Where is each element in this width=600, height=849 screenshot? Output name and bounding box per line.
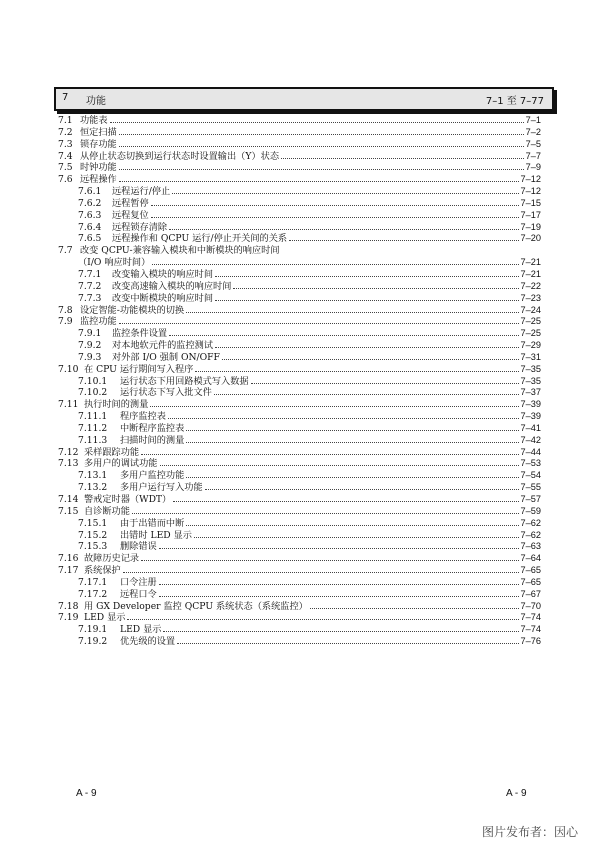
toc-entry-number: 7.15.1	[78, 517, 108, 529]
toc-entry-page: 7–62	[520, 529, 541, 540]
toc-entry-page: 7–39	[520, 399, 541, 410]
toc-entry-label: 远程操作	[80, 174, 117, 186]
toc-entry-label: 远程操作和 QCPU 运行/停止开关间的关系	[112, 233, 288, 245]
toc-entry-label: 多用户运行写入功能	[120, 482, 203, 494]
toc-entry-page: 7–65	[520, 565, 541, 576]
toc-entry-number: 7.2	[58, 126, 73, 138]
toc-entry[interactable]	[58, 198, 541, 210]
toc-entry-label: 改变中断模块的响应时间	[112, 292, 214, 304]
toc-entry-label: 功能表	[80, 115, 108, 126]
toc-entry-number: 7.7.2	[78, 280, 102, 292]
toc-entry-number: 7.9.2	[78, 340, 102, 352]
toc-entry-page: 7–12	[520, 186, 541, 197]
toc-entry-label: 系统保护	[84, 565, 121, 577]
toc-leader-dots	[205, 489, 519, 490]
toc-entry-number: 7.11.2	[78, 422, 108, 434]
toc-entry-number: 7.13	[58, 458, 79, 470]
toc-entry-page: 7–31	[520, 351, 541, 362]
toc-entry-label: 优先级的设置	[120, 636, 176, 648]
toc-leader-dots	[195, 371, 518, 372]
toc-entry-number: 7.19.1	[78, 624, 108, 636]
toc-entry-label: 远程复位	[112, 209, 149, 221]
toc-entry-label: 程序监控表	[120, 411, 166, 423]
toc-entry-number: 7.10.1	[78, 375, 108, 387]
toc-entry-label: 监控功能	[80, 316, 117, 328]
toc-entry[interactable]	[58, 399, 541, 411]
toc-entry[interactable]	[58, 233, 541, 245]
toc-entry-number: 7.15.3	[78, 541, 108, 553]
toc-entry-label: 改变高速输入模块的响应时间	[112, 280, 232, 292]
toc-entry-page: 7–53	[520, 458, 541, 469]
toc-entry-number: 7.4	[58, 150, 73, 162]
toc-entry[interactable]	[58, 151, 541, 163]
toc-leader-dots	[173, 501, 518, 502]
toc-entry[interactable]	[58, 447, 541, 459]
toc-leader-dots	[281, 158, 524, 159]
toc-leader-dots	[251, 383, 519, 384]
toc-entry-label: 对本地软元件的监控测试	[112, 340, 214, 352]
toc-entry-number: 7.5	[58, 162, 73, 174]
toc-entry-page: 7–41	[520, 422, 541, 433]
toc-entry-number: 7.18	[58, 600, 79, 612]
toc-entry[interactable]	[58, 305, 541, 317]
toc-entry[interactable]	[58, 624, 541, 636]
toc-entry-label: 改变输入模块的响应时间	[112, 268, 214, 280]
toc-leader-dots	[215, 276, 518, 277]
toc-entry-label: 远程暂停	[112, 197, 149, 209]
toc-entry-page: 7–62	[520, 517, 541, 528]
toc-entry[interactable]	[58, 269, 541, 281]
toc-entry-number: 7.7.1	[78, 268, 102, 280]
toc-entry[interactable]	[58, 328, 541, 340]
toc-entry[interactable]	[58, 352, 541, 364]
toc-leader-dots	[289, 240, 518, 241]
toc-entry[interactable]	[58, 553, 541, 565]
toc-leader-dots	[152, 264, 518, 265]
toc-entry-number: 7.7	[58, 245, 73, 257]
toc-entry[interactable]	[58, 139, 541, 151]
toc-entry-label: 锁存功能	[80, 138, 117, 150]
toc-entry[interactable]	[58, 435, 541, 447]
toc-leader-dots	[222, 359, 519, 360]
toc-leader-dots	[215, 300, 518, 301]
toc-leader-dots	[159, 584, 519, 585]
toc-leader-dots	[119, 323, 519, 324]
chapter-number: 7	[62, 92, 69, 103]
toc-entry-label: 扫描时间的测量	[120, 434, 185, 446]
toc-leader-dots	[123, 572, 519, 573]
toc-leader-dots	[151, 205, 519, 206]
toc-entry-number: 7.17.1	[78, 576, 108, 588]
toc-entry-page: 7–21	[520, 257, 541, 268]
publisher-watermark: 图片发布者：因心	[481, 825, 578, 839]
toc-entry-label: 自诊断功能	[84, 505, 130, 517]
toc-entry-label: 时钟功能	[80, 162, 117, 174]
toc-entry-page: 7–42	[520, 434, 541, 445]
toc-entry[interactable]	[58, 601, 541, 613]
toc-entry-page: 7–25	[520, 316, 541, 327]
toc-entry-label: 执行时间的测量	[84, 399, 149, 411]
toc-entry-page: 7–17	[520, 209, 541, 220]
toc-leader-dots	[159, 548, 519, 549]
toc-entry-label: 故障历史记录	[84, 553, 140, 565]
footer-page-right: A - 9	[506, 788, 527, 799]
toc-entry-number: 7.6.2	[78, 197, 102, 209]
toc-entry-label: 用 GX Developer 监控 QCPU 系统状态（系统监控）	[84, 600, 308, 612]
toc-entry-page: 7–25	[520, 328, 541, 339]
toc-entry-number: 7.19	[58, 612, 79, 624]
toc-entry-label: 恒定扫描	[80, 126, 117, 138]
toc-entry[interactable]	[58, 281, 541, 293]
toc-entry-number: 7.17	[58, 565, 79, 577]
toc-leader-dots	[215, 347, 518, 348]
toc-entry[interactable]	[58, 506, 541, 518]
toc-entry[interactable]	[58, 257, 541, 269]
toc-entry-number: 7.8	[58, 304, 73, 316]
toc-entry-page: 7–65	[520, 576, 541, 587]
toc-entry-number: 7.6	[58, 174, 73, 186]
toc-entry-page: 7–2	[525, 126, 541, 137]
toc-entry-page: 7–37	[520, 387, 541, 398]
toc-entry-number: 7.3	[58, 138, 73, 150]
toc-entry[interactable]	[58, 340, 541, 352]
toc-leader-dots	[168, 418, 519, 419]
toc-entry-number: 7.10	[58, 363, 79, 375]
toc-entry-label: 改变 QCPU-兼容输入模块和中断模块的响应时间	[80, 245, 280, 257]
toc-leader-dots	[186, 430, 518, 431]
toc-leader-dots	[132, 513, 519, 514]
toc-leader-dots	[194, 537, 519, 538]
toc-entry-number: 7.19.2	[78, 636, 108, 648]
toc-entry-page: 7–63	[520, 541, 541, 552]
toc-entry-page: 7–22	[520, 280, 541, 291]
toc-entry[interactable]	[58, 458, 541, 470]
toc-entry-number: 7.6.3	[78, 209, 102, 221]
toc-leader-dots	[163, 631, 518, 632]
toc-leader-dots	[310, 608, 519, 609]
toc-entry-number: 7.14	[58, 494, 79, 505]
toc-entry-label: 从停止状态切换到运行状态时设置输出（Y）状态	[80, 150, 280, 162]
toc-entry[interactable]	[58, 577, 541, 589]
toc-entry-label: 警戒定时器（WDT）	[84, 494, 172, 505]
toc-entry-number: 7.1	[58, 115, 73, 126]
toc-entry[interactable]	[58, 589, 541, 601]
toc-entry-label: 设定智能-功能模块的切换	[80, 304, 185, 316]
toc-leader-dots	[159, 596, 519, 597]
toc-leader-dots	[119, 181, 519, 182]
toc-entry-page: 7–35	[520, 363, 541, 374]
toc-entry-label: 运行状态下写入批文件	[120, 387, 212, 399]
toc-entry-label: 由于出错而中断	[120, 517, 185, 529]
toc-leader-dots	[141, 560, 518, 561]
toc-entry[interactable]	[58, 210, 541, 222]
toc-entry-number: 7.6.5	[78, 233, 102, 245]
toc-entry-page: 7–70	[520, 600, 541, 611]
toc-entry[interactable]	[58, 411, 541, 423]
toc-entry-label: 运行状态下用回路模式写入数据	[120, 375, 249, 387]
toc-entry[interactable]	[58, 423, 541, 435]
toc-entry-number: 7.11.3	[78, 434, 108, 446]
toc-entry-page: 7–29	[520, 340, 541, 351]
toc-leader-dots	[186, 312, 518, 313]
toc-entry-number: 7.9.1	[78, 328, 102, 340]
toc-entry[interactable]	[58, 470, 541, 482]
toc-entry-number: 7.6.1	[78, 186, 102, 198]
toc-entry-page: 7–39	[520, 411, 541, 422]
toc-leader-dots	[186, 477, 518, 478]
toc-leader-dots	[169, 229, 518, 230]
toc-entry-page: 7–5	[525, 138, 541, 149]
footer-page-left: A - 9	[76, 788, 97, 799]
toc-leader-dots	[233, 288, 518, 289]
toc-entry[interactable]	[58, 186, 541, 198]
toc-entry-page: 7–76	[520, 636, 541, 647]
toc-entry-page: 7–15	[520, 197, 541, 208]
toc-leader-dots	[141, 454, 518, 455]
toc-entry-number: 7.15	[58, 505, 79, 517]
toc-entry-label: 对外部 I/O 强制 ON/OFF	[112, 351, 220, 363]
toc-entry-label: 多用户的调试功能	[84, 458, 158, 470]
toc-entry-label: 采样跟踪功能	[84, 446, 140, 458]
toc-entry-label: 口令注册	[120, 576, 157, 588]
toc-leader-dots	[119, 134, 524, 135]
toc-leader-dots	[169, 335, 518, 336]
toc-leader-dots	[150, 406, 518, 407]
toc-entry-page: 7–55	[520, 482, 541, 493]
toc-entry-label: 远程口令	[120, 588, 157, 600]
toc-leader-dots	[119, 169, 524, 170]
toc-entry[interactable]	[58, 115, 541, 127]
toc-entry-label: LED 显示	[84, 612, 126, 624]
toc-leader-dots	[186, 442, 518, 443]
toc-entry-number: 7.16	[58, 553, 79, 565]
toc-entry[interactable]	[58, 376, 541, 388]
toc-entry-page: 7–67	[520, 588, 541, 599]
toc-entry[interactable]	[58, 636, 541, 648]
toc-entry-number: 7.11	[58, 399, 79, 411]
toc-entry-page: 7–44	[520, 446, 541, 457]
toc-entry[interactable]	[58, 293, 541, 305]
toc-entry[interactable]	[58, 364, 541, 376]
toc-entry-label: 出错时 LED 显示	[120, 529, 192, 541]
toc-entry-page: 7–74	[520, 624, 541, 635]
toc-entry-page: 7–21	[520, 268, 541, 279]
toc-entry-page: 7–54	[520, 470, 541, 481]
toc-entry-label: 监控条件设置	[112, 328, 168, 340]
toc-leader-dots	[177, 643, 518, 644]
toc-entry-label: 在 CPU 运行期间写入程序	[84, 363, 194, 375]
toc-entry-page: 7–23	[520, 292, 541, 303]
toc-leader-dots	[110, 122, 524, 123]
toc-entry-label: LED 显示	[120, 624, 162, 636]
toc-entry-label: 多用户监控功能	[120, 470, 185, 482]
toc-leader-dots	[127, 619, 518, 620]
toc-entry-number: 7.7.3	[78, 292, 102, 304]
toc-entry-page: 7–24	[520, 304, 541, 315]
toc-entry-number: 7.15.2	[78, 529, 108, 541]
toc-entry-number: 7.12	[58, 446, 79, 458]
toc-entry-number: 7.13.1	[78, 470, 108, 482]
toc-entry-page: 7–7	[525, 150, 541, 161]
toc-leader-dots	[151, 217, 519, 218]
toc-entry-page: 7–59	[520, 505, 541, 516]
chapter-page-range: 7–1 至 7–77	[485, 96, 544, 107]
toc-leader-dots	[160, 465, 519, 466]
toc-entry[interactable]	[58, 612, 541, 624]
toc-leader-dots	[119, 146, 524, 147]
toc-entry[interactable]	[58, 565, 541, 577]
toc-entry-page: 7–64	[520, 553, 541, 564]
toc-entry-label: 中断程序监控表	[120, 422, 185, 434]
table-of-contents	[58, 115, 541, 648]
toc-entry-page: 7–19	[520, 221, 541, 232]
toc-leader-dots	[172, 193, 518, 194]
toc-entry-label: （I/O 响应时间）	[78, 257, 151, 269]
toc-entry[interactable]	[58, 245, 541, 257]
toc-entry-number: 7.6.4	[78, 221, 102, 233]
toc-entry[interactable]	[58, 530, 541, 542]
toc-entry-page: 7–9	[525, 162, 541, 173]
toc-leader-dots	[214, 394, 519, 395]
toc-entry-number: 7.13.2	[78, 482, 108, 494]
toc-entry[interactable]	[58, 174, 541, 186]
toc-entry-page: 7–12	[520, 174, 541, 185]
toc-entry[interactable]	[58, 494, 541, 506]
toc-entry[interactable]	[58, 541, 541, 553]
toc-entry[interactable]	[58, 482, 541, 494]
toc-entry[interactable]	[58, 127, 541, 139]
toc-entry-number: 7.9.3	[78, 351, 102, 363]
toc-entry-page: 7–35	[520, 375, 541, 386]
toc-entry-number: 7.11.1	[78, 411, 108, 423]
toc-entry-number: 7.10.2	[78, 387, 108, 399]
toc-entry[interactable]	[58, 387, 541, 399]
toc-entry-number: 7.9	[58, 316, 73, 328]
toc-entry-label: 远程运行/停止	[112, 186, 171, 198]
toc-entry[interactable]	[58, 162, 541, 174]
chapter-header	[54, 87, 554, 111]
toc-entry-label: 远程锁存清除	[112, 221, 168, 233]
chapter-title: 功能	[86, 96, 106, 107]
toc-entry-page: 7–74	[520, 612, 541, 623]
toc-entry-page: 7–20	[520, 233, 541, 244]
toc-entry-page: 7–1	[525, 115, 541, 125]
toc-leader-dots	[186, 525, 518, 526]
toc-entry-label: 删除错误	[120, 541, 157, 553]
toc-entry[interactable]	[58, 222, 541, 234]
toc-entry-number: 7.17.2	[78, 588, 108, 600]
toc-entry-page: 7–57	[520, 494, 541, 504]
toc-entry[interactable]	[58, 518, 541, 530]
toc-entry[interactable]	[58, 316, 541, 328]
